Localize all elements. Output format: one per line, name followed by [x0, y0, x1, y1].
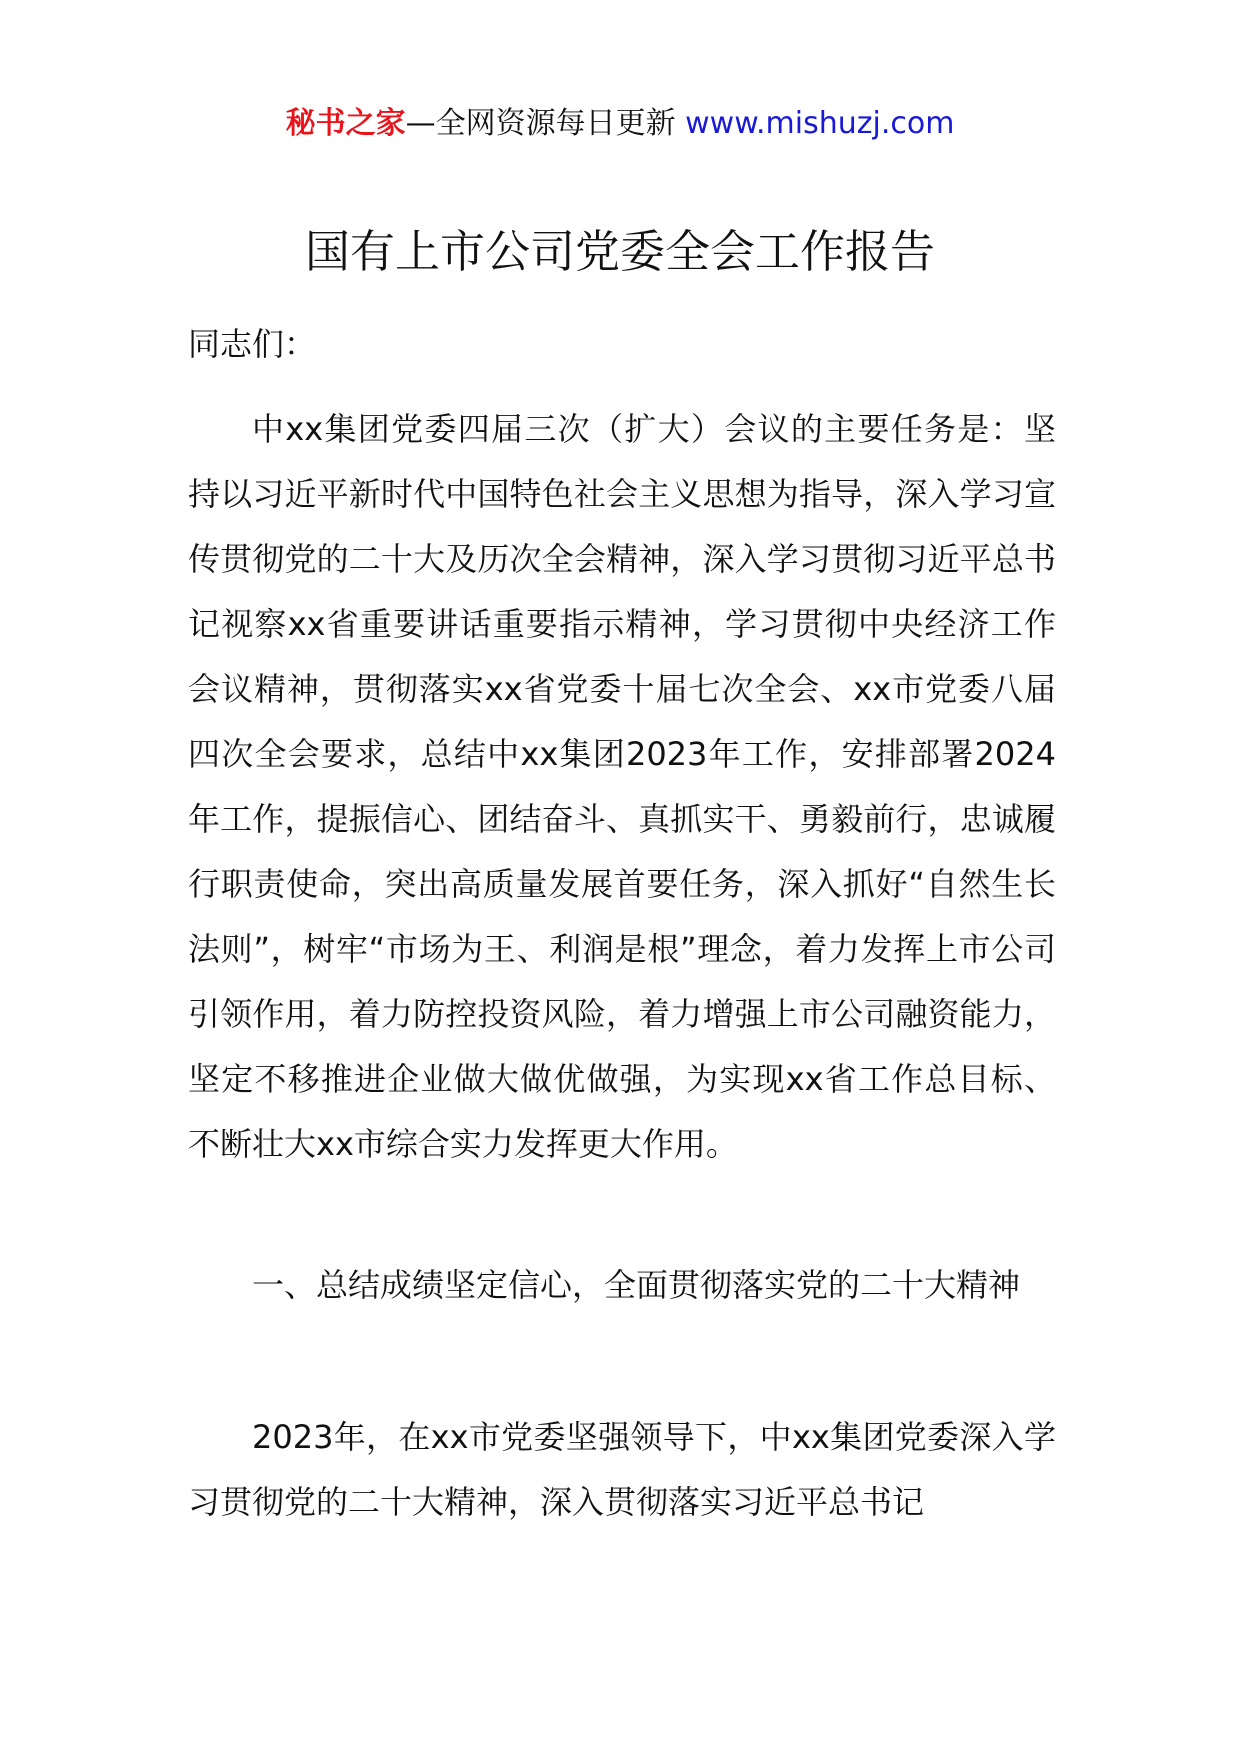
header-slogan: —全网资源每日更新	[405, 106, 676, 141]
brand-name: 秘书之家	[285, 106, 406, 141]
document-title: 国有上市公司党委全会工作报告	[304, 225, 935, 278]
section-heading: 一、总结成绩坚定信心，全面贯彻落实党的二十大精神	[252, 1266, 1021, 1304]
site-header	[0, 102, 1240, 146]
body-paragraph: 2023年，在xx市党委坚强领导下，中xx集团党委深入学习贯彻党的二十大精神，深入贯彻落实习近平总书记	[188, 1418, 1056, 1521]
body-paragraph: 中xx集团党委四届三次（扩大）会议的主要任务是：坚持以习近平新时代中国特色社会主义思想为指导，深入学习宣传贯彻党的二十大及历次全会精神，深入学习贯彻习近平总书记视察xx省重要讲话重要指示精神，学习贯彻中央经济工作会议精神，贯彻落实xx省党委十届七次全会、xx市党委八届四次全会要求，总结中xx集团2023年工作，安排部署2024年工作，提振信心、团结奋斗、真抓实干、勇毅前行，忠诚履行职责使命，突出高质量发展首要任务，深入抓好“自然生长法则”，树牢“市场为王、利润是根”理念，着力发挥上市公司引领作用，着力防控投资风险，着力增强上市公司融资能力，坚定不移推进企业做大做优做强，为实现xx省工作总目标、不断壮大xx市综合实力发挥更大作用。	[188, 410, 1056, 1163]
salutation: 同志们：	[188, 325, 317, 363]
site-url-link[interactable]: www.mishuzj.com	[685, 106, 955, 141]
